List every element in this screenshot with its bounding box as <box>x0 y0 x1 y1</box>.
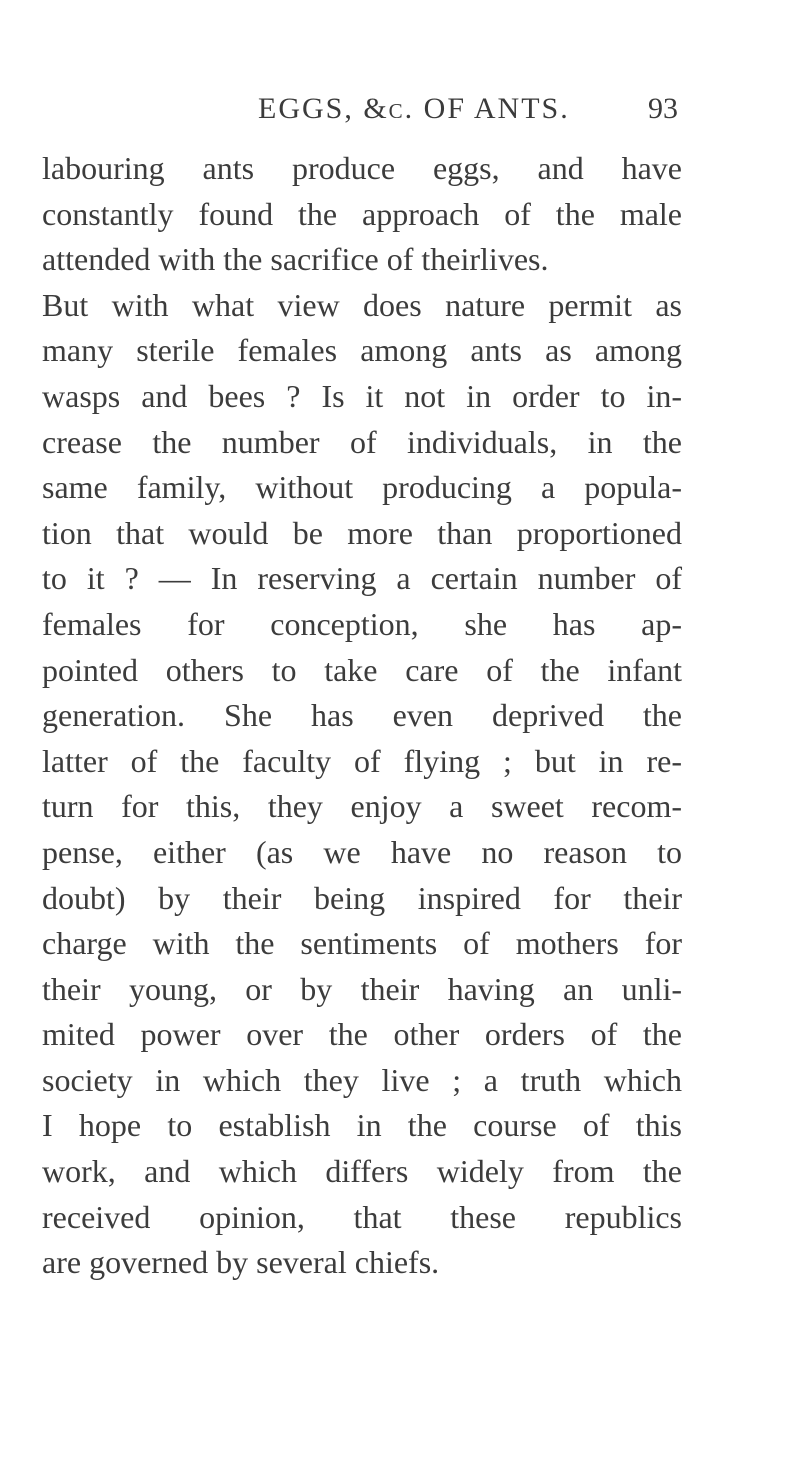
text-line: But with what view does nature permit as <box>42 286 682 323</box>
text-line: I hope to establish in the course of this <box>42 1107 682 1144</box>
page-number: 93 <box>648 92 678 125</box>
text-line: charge with the sentiments of mothers for <box>42 925 682 962</box>
running-title: EGGS, &c. OF ANTS. <box>258 92 570 125</box>
body-paragraph <box>42 146 682 1286</box>
text-line: pointed others to take care of the infant <box>42 651 682 688</box>
text-line: constantly found the approach of the male <box>42 195 682 232</box>
text-line: to it ? — In reserving a certain number of <box>42 560 682 597</box>
text-line: society in which they live ; a truth which <box>42 1061 682 1098</box>
text-line: crease the number of individuals, in the <box>42 423 682 460</box>
text-line: females for conception, she has ap- <box>42 605 682 642</box>
text-line: received opinion, that these republics <box>42 1198 682 1235</box>
text-line: turn for this, they enjoy a sweet recom- <box>42 788 682 825</box>
text-line: latter of the faculty of flying ; but in re- <box>42 742 682 779</box>
text-line: same family, without producing a popula- <box>42 469 682 506</box>
text-line: tion that would be more than proportioned <box>42 514 682 551</box>
text-line: many sterile females among ants as among <box>42 332 682 369</box>
text-line: wasps and bees ? Is it not in order to in- <box>42 377 682 414</box>
text-line: labouring ants produce eggs, and have <box>42 150 682 186</box>
text-line: are governed by several chiefs. <box>42 1244 440 1281</box>
page-header <box>258 92 678 136</box>
text-line: mited power over the other orders of the <box>42 1016 682 1053</box>
text-line: their young, or by their having an unli- <box>42 970 682 1007</box>
text-line: pense, either (as we have no reason to <box>42 833 682 870</box>
text-line: doubt) by their being inspired for their <box>42 879 682 916</box>
text-line: generation. She has even deprived the <box>42 697 682 734</box>
text-line: work, and which differs widely from the <box>42 1153 682 1190</box>
text-line: attended with the sacrifice of theirlives. <box>42 241 549 278</box>
